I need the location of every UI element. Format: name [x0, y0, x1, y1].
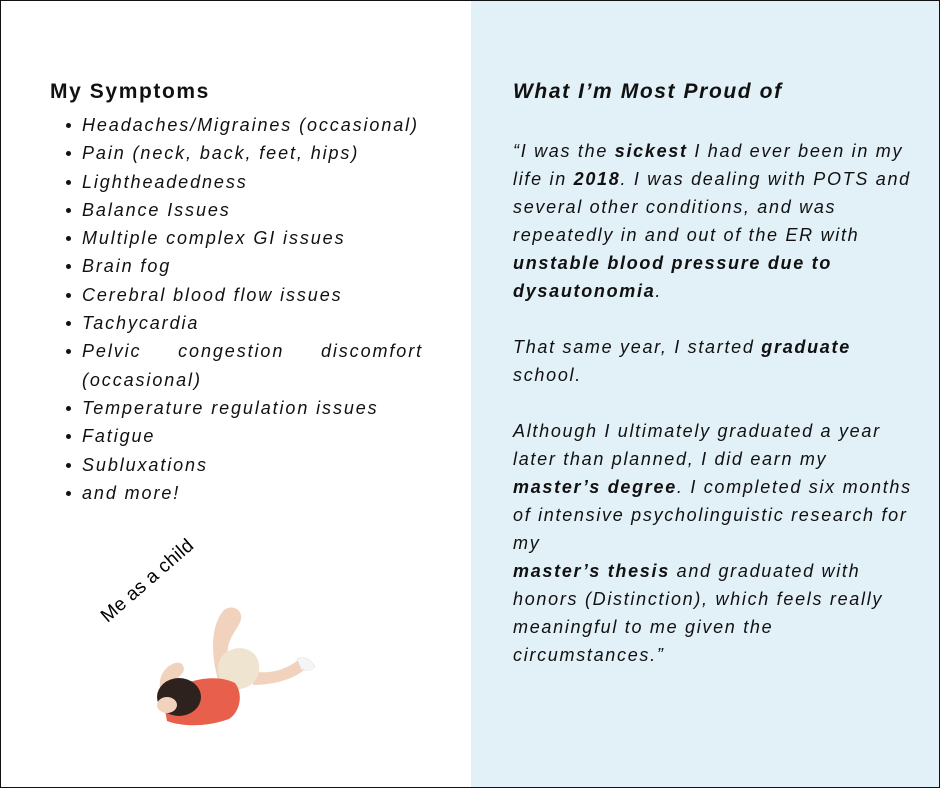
quote-text: and graduated with honors (Distinction), which feels really meaningful to me given the circumstances.” [513, 561, 884, 665]
symptom-text: and more! [82, 482, 181, 503]
symptom-text: Subluxations [82, 454, 208, 475]
quote-text: I had ever been in my life in [513, 141, 904, 189]
symptom-text: Balance Issues [82, 199, 231, 220]
quote-emphasis: master’s degree [513, 477, 677, 497]
quote-text: “I was the [513, 141, 615, 161]
quote-emphasis: 2018 [573, 169, 621, 189]
quote-emphasis: graduate [761, 337, 851, 357]
quote-text: . I was dealing with POTS and several other conditions, and was repeatedly in and out of the ER with [513, 169, 911, 245]
quote-text: Although I ultimately graduated a year later than planned, I did earn my [513, 421, 881, 469]
symptom-text: Temperature regulation issues [82, 397, 379, 418]
symptom-item [63, 479, 423, 507]
symptom-item [63, 394, 423, 422]
symptom-list [63, 111, 423, 507]
quote-emphasis: unstable blood pressure due to dysautonomia [513, 253, 833, 301]
quote-paragraph [513, 137, 913, 305]
symptom-text: Multiple complex GI issues [82, 228, 346, 249]
quote-text: . [655, 281, 663, 301]
symptom-item [63, 139, 423, 167]
symptom-text: Pain (neck, back, feet, hips) [82, 143, 360, 164]
quote-paragraph [513, 417, 913, 669]
quote-emphasis: master’s thesis [513, 561, 670, 581]
symptom-item [63, 196, 423, 224]
symptom-item [63, 224, 423, 252]
symptom-item [63, 309, 423, 337]
symptom-text: Cerebral blood flow issues [82, 284, 343, 305]
symptom-item [63, 252, 423, 280]
symptoms-heading: My Symptoms [50, 80, 210, 103]
symptom-text: Headaches/Migraines (occasional) [82, 115, 419, 135]
symptom-item [63, 337, 423, 394]
symptom-item [63, 281, 423, 309]
photo-caption: Me as a child [97, 534, 199, 627]
symptom-item [63, 111, 423, 139]
quote-emphasis: sickest [614, 141, 688, 161]
symptom-text: Fatigue [82, 426, 156, 447]
proud-heading: What I’m Most Proud of [513, 80, 783, 103]
proud-quote [513, 137, 913, 697]
quote-paragraph [513, 333, 913, 389]
quote-text: . I completed six months of intensive psycholinguistic research for my [513, 477, 912, 553]
symptom-text: Lightheadedness [82, 171, 248, 192]
symptom-text: Brain fog [82, 256, 172, 277]
quote-text: That same year, I started [513, 337, 762, 357]
quote-text: school. [513, 365, 582, 385]
symptom-text: Pelvic congestion discomfort (occasional) [82, 341, 423, 390]
symptom-item [63, 422, 423, 450]
symptom-item [63, 168, 423, 196]
symptom-item [63, 451, 423, 479]
symptom-text: Tachycardia [82, 313, 200, 334]
